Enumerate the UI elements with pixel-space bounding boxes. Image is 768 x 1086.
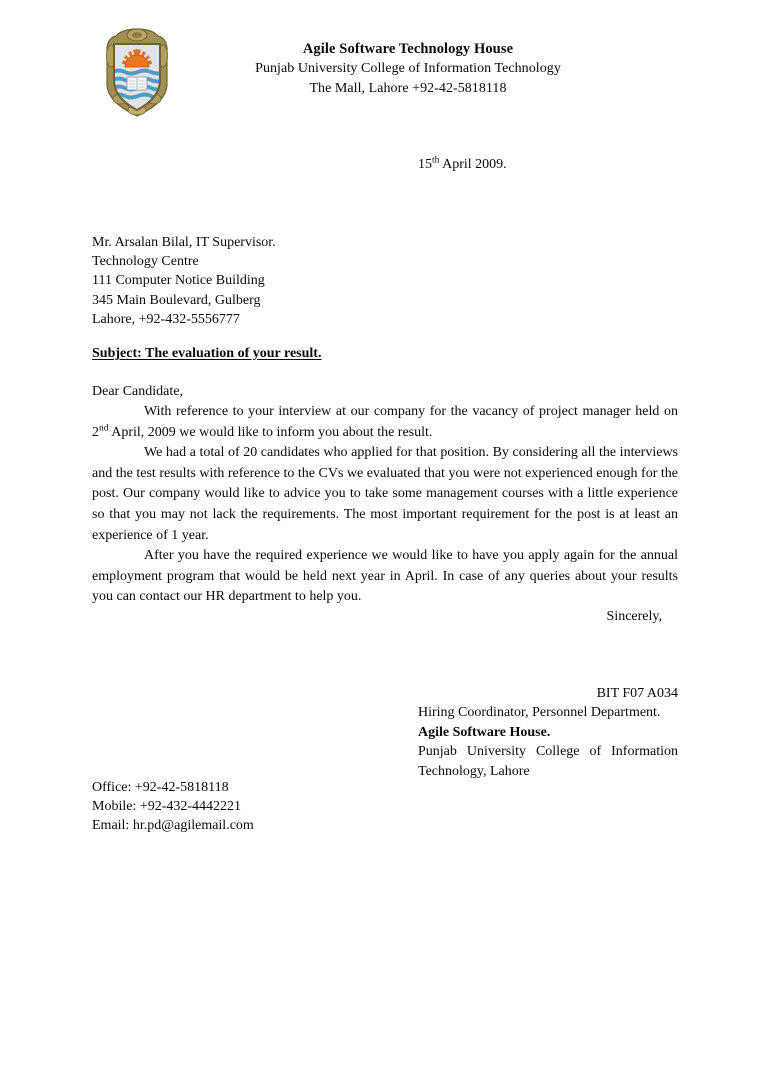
org-college: Punjab University College of Information Technology [255, 61, 561, 76]
recipient-line: Mr. Arsalan Bilal, IT Supervisor. [92, 235, 276, 250]
recipient-line: 111 Computer Notice Building [92, 273, 265, 289]
body-paragraph-2: We had a total of 20 candidates who applied for that position. By considering all the interviews and the test results with reference to the CVs we evaluated that you were not experienced enough for the post. Our company would like to advice you to take some management courses with a little experience so that you may not lack the requirements. The most important requirement for the post is at least an experience of 1 year. [92, 445, 678, 543]
org-address: The Mall, Lahore +92-42-5818118 [309, 81, 507, 96]
p1-ordinal: nd [99, 422, 109, 433]
recipient-line: 345 Main Boulevard, Gulberg [92, 292, 261, 308]
letter-date [418, 157, 678, 173]
signature-role: Hiring Coordinator, Personnel Department. [418, 705, 661, 721]
letterhead [0, 22, 768, 130]
org-name: Agile Software Technology House [302, 41, 514, 57]
punjab-university-crest-icon [102, 26, 172, 118]
recipient-line: Technology Centre [92, 254, 199, 270]
contact-office: Office: +92-42-5818118 [92, 780, 229, 795]
contact-email: Email: hr.pd@agilemail.com [92, 818, 254, 834]
body-paragraph-3: After you have the required experience we would like to have you apply again for the annual employment program that would be held next year in April. In case of any queries about your results you can contact our HR department to help you. [92, 548, 678, 605]
p1-text-after: April, 2009 we would like to inform you about the result. [108, 424, 433, 440]
p1-text-before: With reference to your interview at our company for the vacancy of project manager held on [144, 404, 678, 419]
organization-heading [188, 40, 628, 99]
recipient-line: Lahore, +92-432-5556777 [92, 311, 240, 327]
date-ordinal: th [432, 155, 440, 166]
signature-block [418, 684, 678, 781]
body-paragraph-1 [92, 402, 678, 443]
signature-address: Punjab University College of Information Technology, Lahore [418, 744, 678, 779]
subject-line: Subject: The evaluation of your result. [92, 346, 322, 361]
signature-company: Agile Software House. [418, 724, 551, 740]
date-rest: April 2009. [439, 157, 507, 172]
salutation: Dear Candidate, [92, 384, 183, 399]
signature-code: BIT F07 A034 [596, 686, 678, 701]
date-day: 15 [418, 157, 432, 172]
recipient-address-block [92, 233, 512, 329]
closing-salutation: Sincerely, [606, 609, 662, 624]
contact-mobile: Mobile: +92-432-4442221 [92, 799, 242, 815]
p1-day: 2 [92, 424, 99, 440]
letter-body [92, 402, 678, 608]
contact-details [92, 778, 254, 836]
